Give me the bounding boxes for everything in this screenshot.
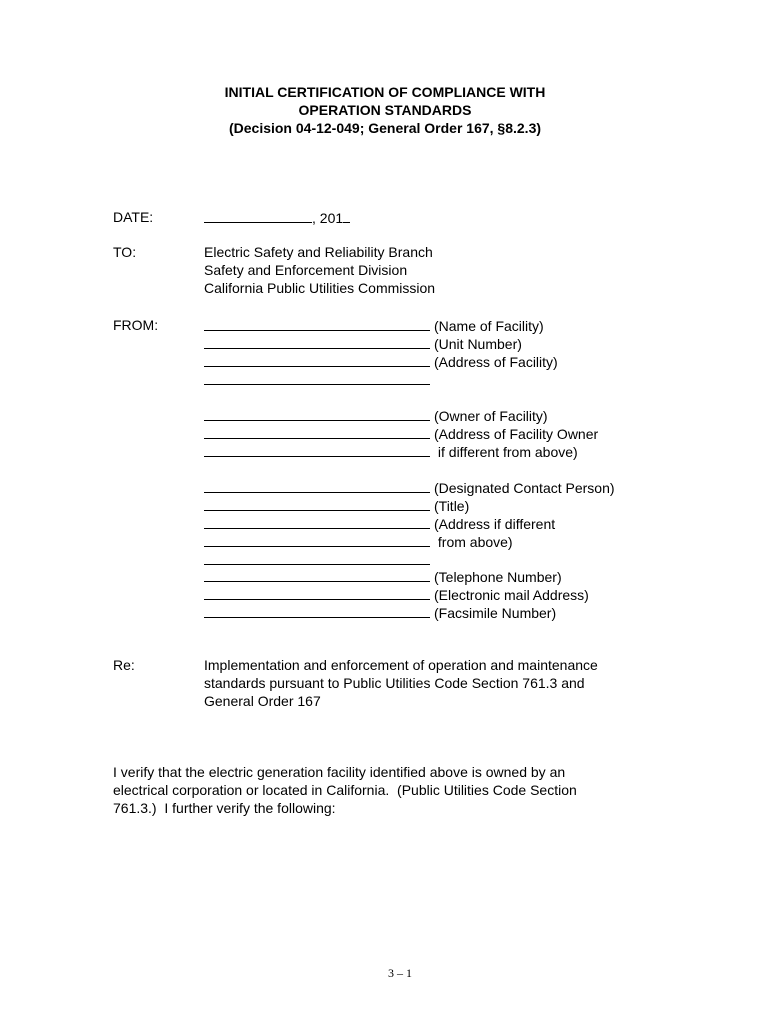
field-note: (Title) [434, 498, 470, 514]
from-field-row[interactable] [204, 352, 558, 371]
re-line: Implementation and enforcement of operation and maintenance [204, 657, 598, 673]
field-note: (Unit Number) [434, 336, 522, 352]
from-field-row[interactable] [204, 585, 589, 604]
field-note: if different from above) [434, 444, 578, 460]
field-note: (Electronic mail Address) [434, 587, 589, 603]
field-note: (Name of Facility) [434, 318, 544, 334]
blank-line[interactable] [204, 567, 430, 582]
blank-line[interactable] [204, 334, 430, 349]
page-number: 3 – 1 [388, 966, 412, 980]
from-field-row[interactable] [204, 496, 469, 515]
verify-line: electrical corporation or located in California. (Public Utilities Code Section [113, 782, 577, 798]
blank-line[interactable] [204, 585, 430, 600]
blank-line[interactable] [204, 442, 430, 457]
from-field-row[interactable] [204, 567, 562, 586]
date-year-prefix: , 201 [312, 210, 344, 226]
re-line: General Order 167 [204, 693, 321, 709]
to-line: Safety and Enforcement Division [204, 262, 408, 278]
verify-line: I verify that the electric generation facility identified above is owned by an [113, 764, 566, 780]
document-title [0, 83, 770, 137]
title-line-3: (Decision 04-12-049; General Order 167, §8.2.3) [228, 120, 542, 136]
blank-line[interactable] [204, 424, 430, 439]
blank-line[interactable] [204, 514, 430, 529]
blank-line[interactable] [204, 478, 430, 493]
from-field-row[interactable] [204, 316, 544, 335]
blank-line[interactable] [204, 352, 430, 367]
field-note: (Facsimile Number) [434, 605, 557, 621]
blank-line[interactable] [204, 550, 430, 565]
from-field-row[interactable] [204, 334, 522, 353]
from-field-row[interactable] [204, 514, 555, 533]
from-field-row[interactable] [204, 406, 548, 425]
title-line-1: INITIAL CERTIFICATION OF COMPLIANCE WITH [224, 84, 546, 100]
re-line: standards pursuant to Public Utilities Code Section 761.3 and [204, 675, 585, 691]
verify-line: 761.3.) I further verify the following: [113, 800, 336, 816]
to-line: Electric Safety and Reliability Branch [204, 244, 433, 260]
to-line: California Public Utilities Commission [204, 280, 436, 296]
date-blank[interactable] [204, 208, 312, 223]
date-year-blank[interactable] [343, 208, 350, 223]
from-field-row[interactable] [204, 478, 615, 497]
from-field-row[interactable] [204, 442, 578, 461]
blank-line[interactable] [204, 406, 430, 421]
field-note: (Designated Contact Person) [434, 480, 615, 496]
from-field-row[interactable] [204, 424, 598, 443]
from-field-row[interactable] [204, 370, 434, 389]
blank-line[interactable] [204, 603, 430, 618]
field-note: (Address of Facility) [434, 354, 558, 370]
from-label: FROM: [113, 317, 159, 333]
from-field-row[interactable] [204, 532, 513, 551]
field-note: (Address if different [434, 516, 556, 532]
blank-line[interactable] [204, 496, 430, 511]
field-note: (Telephone Number) [434, 569, 562, 585]
from-field-row[interactable] [204, 603, 556, 622]
date-field[interactable] [204, 208, 350, 227]
field-note: from above) [434, 534, 513, 550]
re-label: Re: [113, 657, 135, 673]
blank-line[interactable] [204, 316, 430, 331]
title-line-2: OPERATION STANDARDS [298, 102, 472, 118]
blank-line[interactable] [204, 370, 430, 385]
to-label: TO: [113, 244, 137, 260]
field-note: (Owner of Facility) [434, 408, 548, 424]
date-label: DATE: [113, 209, 154, 225]
field-note: (Address of Facility Owner [434, 426, 599, 442]
blank-line[interactable] [204, 532, 430, 547]
